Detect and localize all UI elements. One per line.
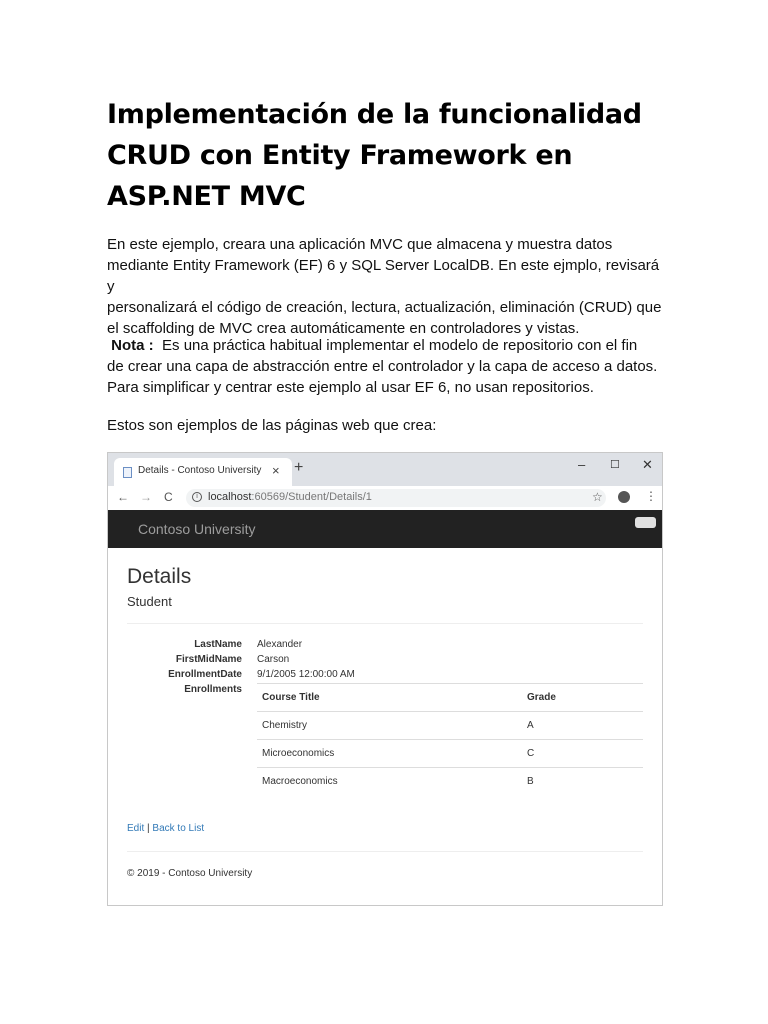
- edit-link[interactable]: Edit: [127, 823, 145, 834]
- page-favicon-icon: [123, 467, 132, 478]
- browser-tab[interactable]: [114, 458, 292, 486]
- page-subtitle: Student: [127, 594, 172, 609]
- grade-cell: A: [527, 720, 534, 731]
- label-enrollments: Enrollments: [184, 684, 242, 695]
- header-course-title: Course Title: [262, 692, 320, 703]
- table-header-row: [257, 683, 643, 711]
- new-tab-icon[interactable]: +: [294, 459, 304, 476]
- value-firstmidname: Carson: [257, 654, 290, 665]
- document-title: [107, 94, 663, 217]
- close-tab-icon[interactable]: ×: [272, 463, 280, 478]
- examples-paragraph: [107, 415, 663, 436]
- note-line: [107, 335, 663, 356]
- site-brand-link[interactable]: Contoso University: [138, 521, 256, 537]
- maximize-icon[interactable]: ☐: [610, 459, 620, 471]
- course-title-cell: Chemistry: [262, 720, 308, 731]
- examples-line: Estos son ejemplos de las páginas web que crea:: [107, 417, 437, 434]
- back-to-list-link[interactable]: Back to List: [152, 823, 205, 834]
- intro-line: el scaffolding de MVC crea automáticamente en controladores y vistas.: [107, 320, 580, 337]
- info-icon[interactable]: i: [192, 492, 202, 502]
- intro-line: mediante Entity Framework (EF) 6 y SQL Server LocalDB. En este ejmplo, revisará y: [107, 257, 660, 295]
- address-bar: [108, 486, 662, 510]
- intro-line: personalizará el código de creación, lectura, actualización, eliminación (CRUD) que: [107, 299, 662, 316]
- reload-icon[interactable]: C: [164, 490, 173, 504]
- table-row: [257, 739, 643, 767]
- label-lastname: LastName: [194, 639, 242, 650]
- enrollments-table: [257, 683, 643, 795]
- note-text: Es una práctica habitual implementar el modelo de repositorio con el fin: [162, 337, 638, 354]
- title-line-3: ASP.NET MVC: [107, 181, 306, 212]
- minimize-icon[interactable]: –: [578, 457, 586, 472]
- divider: [127, 623, 643, 624]
- account-icon[interactable]: [618, 491, 630, 503]
- title-line-1: Implementación de la funcionalidad: [107, 99, 642, 130]
- url-path: :60569/Student/Details/1: [251, 491, 372, 503]
- intro-paragraph: [107, 234, 663, 339]
- back-arrow-icon[interactable]: ←: [117, 490, 129, 504]
- value-enrollmentdate: 9/1/2005 12:00:00 AM: [257, 669, 355, 680]
- tab-title: Details - Contoso University: [138, 465, 262, 476]
- note-line: de crear una capa de abstracción entre el controlador y la capa de acceso a datos.: [107, 358, 658, 375]
- footer-divider: [127, 851, 643, 852]
- value-lastname: Alexander: [257, 639, 303, 650]
- url-text: [208, 491, 372, 503]
- page-title: Details: [127, 565, 192, 588]
- grade-cell: C: [527, 748, 535, 759]
- table-row: [257, 767, 643, 795]
- link-separator: |: [147, 823, 150, 834]
- close-window-icon[interactable]: ✕: [642, 457, 653, 472]
- intro-line: En este ejemplo, creara una aplicación MVC que almacena y muestra datos: [107, 236, 613, 253]
- navbar-toggle-button[interactable]: [635, 517, 656, 528]
- browser-screenshot: [107, 452, 663, 906]
- label-firstmidname: FirstMidName: [175, 654, 242, 665]
- table-row: [257, 711, 643, 739]
- header-grade: Grade: [527, 692, 556, 703]
- grade-cell: B: [527, 776, 534, 787]
- bookmark-star-icon[interactable]: ☆: [592, 490, 603, 504]
- title-line-2: CRUD con Entity Framework en: [107, 140, 573, 171]
- url-host: localhost: [208, 491, 252, 503]
- browser-menu-icon[interactable]: ⋮: [645, 489, 657, 503]
- url-field[interactable]: [186, 489, 606, 507]
- action-links: [127, 823, 204, 834]
- label-enrollmentdate: EnrollmentDate: [168, 669, 242, 680]
- course-title-cell: Microeconomics: [262, 748, 335, 759]
- note-line: Para simplificar y centrar este ejemplo al usar EF 6, no usan repositorios.: [107, 379, 594, 396]
- tab-bar: [108, 453, 662, 486]
- forward-arrow-icon[interactable]: →: [140, 490, 152, 504]
- note-paragraph: [107, 335, 663, 398]
- course-title-cell: Macroeconomics: [262, 776, 338, 787]
- site-navbar: [108, 510, 662, 548]
- site-footer: © 2019 - Contoso University: [127, 868, 253, 879]
- note-label: Nota :: [111, 337, 154, 354]
